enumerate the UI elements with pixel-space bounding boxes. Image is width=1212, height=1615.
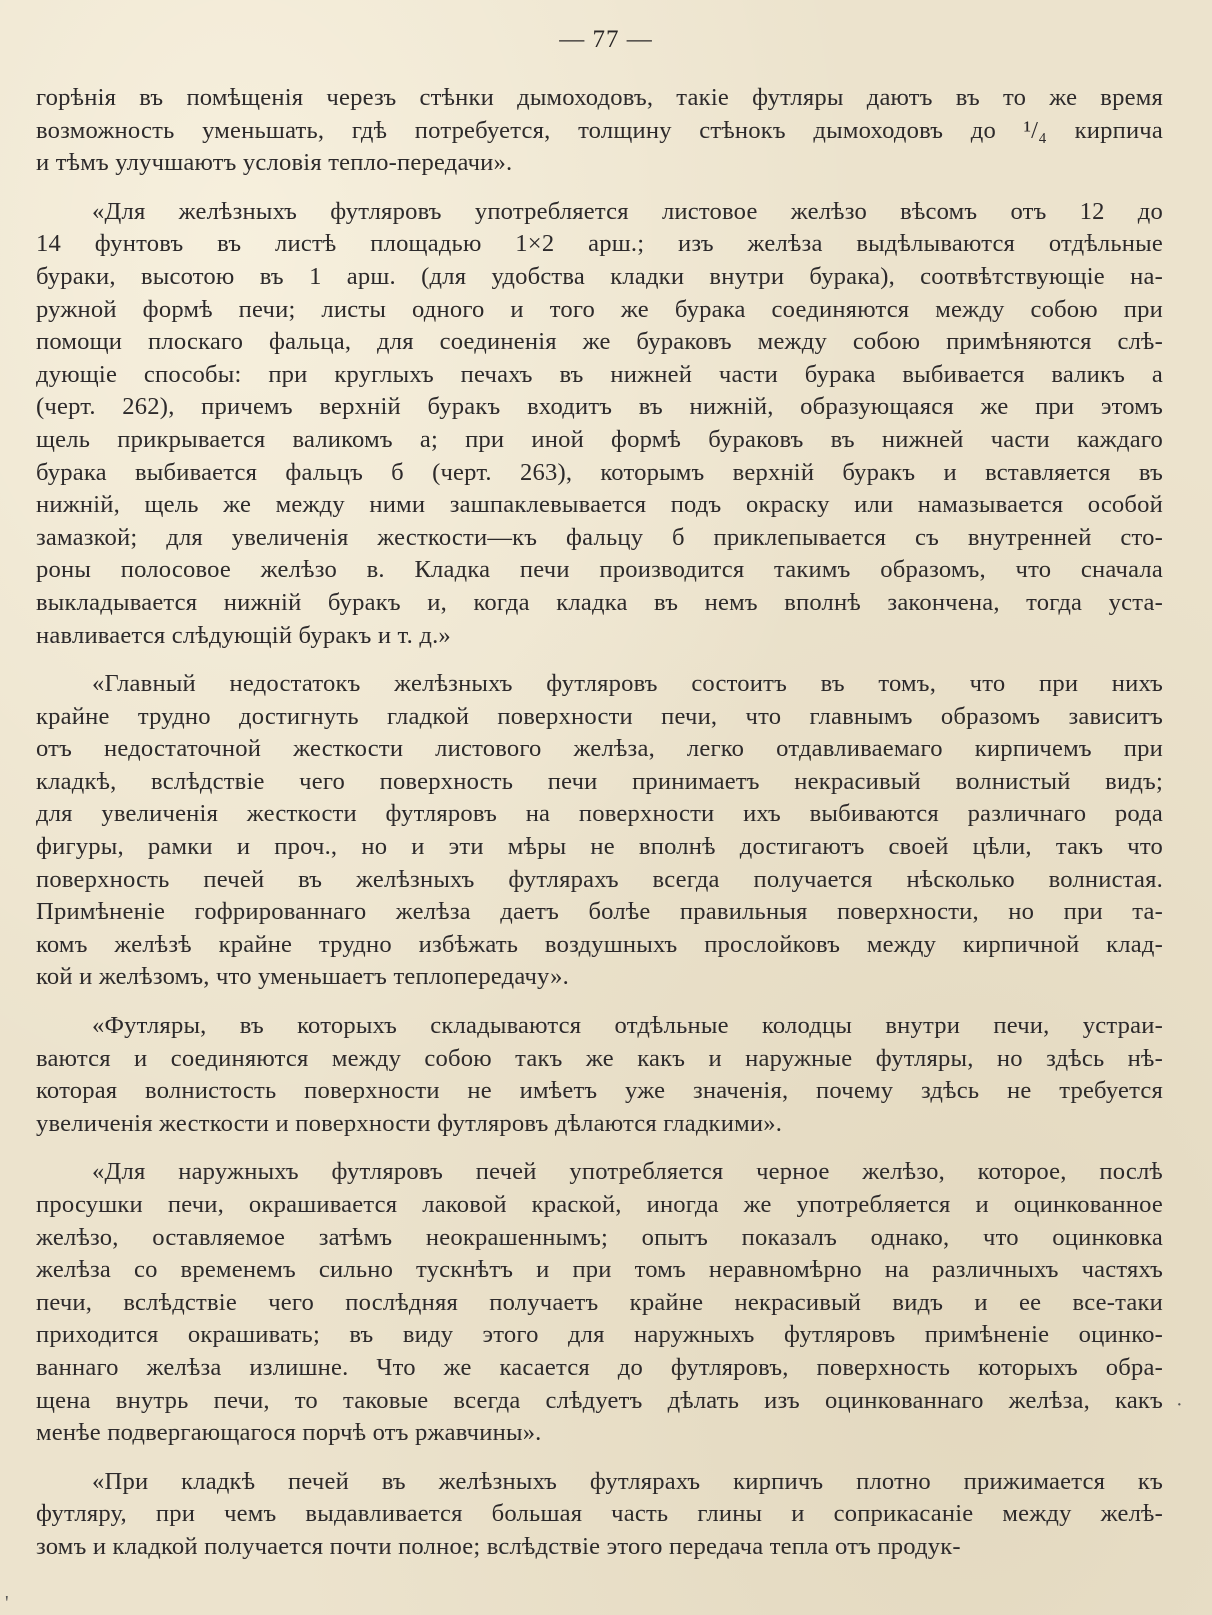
- text-line: ваются и соединяются между собою такъ же какъ и наружные футляры, но здѣсь нѣ-: [36, 1044, 1163, 1072]
- page-number: — 77 —: [559, 26, 653, 53]
- text-line: крайне трудно достигнуть гладкой поверхности печи, что главнымъ образомъ зависитъ: [36, 702, 1163, 730]
- text-line: нижній, щель же между ними зашпаклевывается подъ окраску или намазывается особой: [36, 491, 1163, 519]
- text-line: Примѣненіе гофрированнаго желѣза даетъ болѣе правильныя поверхности, но при та-: [36, 898, 1163, 926]
- text-line: увеличенія жесткости и поверхности футляровъ дѣлаются гладкими».: [36, 1109, 783, 1137]
- text-line: фигуры, рамки и проч., но и эти мѣры не вполнѣ достигаютъ своей цѣли, такъ что: [36, 833, 1163, 861]
- text-line: желѣзо, оставляемое затѣмъ неокрашеннымъ; опытъ показалъ однако, что оцинковка: [36, 1223, 1163, 1251]
- body-text: [36, 82, 1163, 1580]
- text-line: комъ желѣзѣ крайне трудно избѣжать воздушныхъ прослойковъ между кирпичной клад-: [36, 930, 1163, 958]
- text-line: ружной формѣ печи; листы одного и того же бурака соединяются между собою при: [36, 295, 1163, 323]
- text-line: зомъ и кладкой получается почти полное; вслѣдствіе этого передача тепла отъ продук-: [36, 1532, 961, 1560]
- text-line: желѣза со временемъ сильно тускнѣтъ и при томъ неравномѣрно на различныхъ частяхъ: [36, 1256, 1163, 1284]
- text-line: менѣе подвергающагося порчѣ отъ ржавчины».: [36, 1419, 542, 1447]
- text-line: 14 фунтовъ въ листѣ площадью 1×2 арш.; изъ желѣза выдѣлываются отдѣльные: [36, 230, 1163, 258]
- text-line: поверхность печей въ желѣзныхъ футлярахъ всегда получается нѣсколько волнистая.: [36, 865, 1163, 893]
- margin-mark-bottom: ': [5, 1592, 9, 1614]
- text-line: футляру, при чемъ выдавливается большая часть глины и соприкасаніе между желѣ-: [36, 1500, 1163, 1528]
- text-line: замазкой; для увеличенія жесткости—къ фальцу б приклепывается съ внутренней сто-: [36, 523, 1163, 551]
- text-line: выкладывается нижній буракъ и, когда кладка въ немъ вполнѣ закончена, тогда уста-: [36, 588, 1163, 616]
- text-line: просушки печи, окрашивается лаковой краской, иногда же употребляется и оцинкованное: [36, 1191, 1163, 1218]
- text-line: щель прикрывается валикомъ а; при иной формѣ бураковъ въ нижней части каждаго: [36, 425, 1163, 453]
- text-line: кой и желѣзомъ, что уменьшаетъ теплопередачу».: [36, 963, 569, 991]
- margin-mark-right: ·: [1176, 1394, 1183, 1416]
- text-line: печи, вслѣдствіе чего послѣдняя получаетъ крайне некрасивый видъ и ее все-таки: [36, 1288, 1163, 1316]
- text-line: бурака выбивается фальцъ б (черт. 263), которымъ верхній буракъ и вставляется въ: [36, 458, 1163, 486]
- text-line: и тѣмъ улучшаютъ условія тепло-передачи».: [36, 149, 513, 177]
- paragraph: [36, 1010, 1163, 1140]
- text-line: бураки, высотою въ 1 арш. (для удобства кладки внутри бурака), соотвѣтствующіе на-: [36, 262, 1163, 290]
- paragraph: [36, 196, 1163, 652]
- text-line: «При кладкѣ печей въ желѣзныхъ футлярахъ кирпичъ плотно прижимается къ: [92, 1467, 1163, 1495]
- text-line: (черт. 262), причемъ верхній буракъ входитъ въ нижній, образующаяся же при этомъ: [36, 393, 1163, 421]
- text-line: помощи плоскаго фальца, для соединенія же бураковъ между собою примѣняются слѣ-: [36, 328, 1163, 356]
- text-line: возможность уменьшать, гдѣ потребуется, толщину стѣнокъ дымоходовъ до ¹/₄ кирпича: [36, 116, 1163, 144]
- text-line: которая волнистость поверхности не имѣетъ уже значенія, почему здѣсь не требуется: [36, 1077, 1163, 1105]
- text-line: роны полосовое желѣзо в. Кладка печи производится такимъ образомъ, что сначала: [36, 556, 1163, 584]
- text-line: дующіе способы: при круглыхъ печахъ въ нижней части бурака выбивается валикъ а: [36, 360, 1163, 388]
- text-line: кладкѣ, вслѣдствіе чего поверхность печи принимаетъ некрасивый волнистый видъ;: [36, 767, 1163, 795]
- text-line: «Для желѣзныхъ футляровъ употребляется листовое желѣзо вѣсомъ отъ 12 до: [92, 197, 1163, 225]
- text-line: щена внутрь печи, то таковые всегда слѣдуетъ дѣлать изъ оцинкованнаго желѣза, какъ: [36, 1386, 1163, 1414]
- text-line: «Футляры, въ которыхъ складываются отдѣльные колодцы внутри печи, устраи-: [92, 1012, 1163, 1040]
- text-line: отъ недостаточной жесткости листового желѣза, легко отдавливаемаго кирпичемъ при: [36, 735, 1163, 763]
- paragraph: [36, 1466, 1163, 1564]
- text-line: «Главный недостатокъ желѣзныхъ футляровъ состоитъ въ томъ, что при нихъ: [92, 670, 1163, 698]
- text-line: приходится окрашивать; въ виду этого для наружныхъ футляровъ примѣненіе оцинко-: [36, 1321, 1163, 1349]
- text-line: навливается слѣдующій буракъ и т. д.»: [36, 621, 451, 649]
- paragraph: [36, 668, 1163, 994]
- paragraph: [36, 1156, 1163, 1449]
- text-line: горѣнія въ помѣщенія черезъ стѣнки дымоходовъ, такіе футляры даютъ въ то же время: [36, 84, 1163, 111]
- text-line: ваннаго желѣза излишне. Что же касается до футляровъ, поверхность которыхъ обра-: [36, 1353, 1163, 1381]
- paragraph: [36, 82, 1163, 180]
- text-line: «Для наружныхъ футляровъ печей употребляется черное желѣзо, которое, послѣ: [92, 1158, 1163, 1186]
- text-line: для увеличенія жесткости футляровъ на поверхности ихъ выбиваются различнаго рода: [36, 800, 1163, 828]
